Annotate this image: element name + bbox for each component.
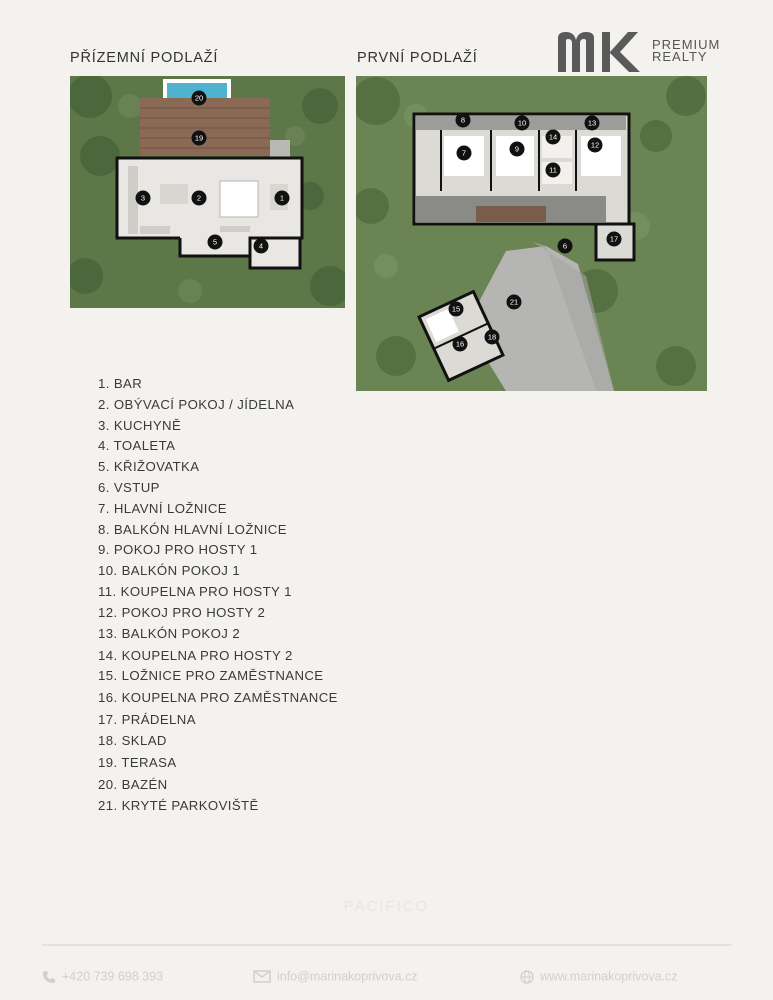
first-floor-plan [356, 76, 707, 391]
globe-icon [520, 970, 534, 984]
first-marker-21: 21 [507, 295, 522, 310]
phone-number: +420 739 698 393 [62, 969, 164, 984]
brand-wordmark [652, 39, 720, 63]
mk-logo-mark [556, 30, 644, 74]
legend-item: 12. POKOJ PRO HOSTY 2 [98, 604, 266, 620]
legend-item: 3. KUCHYNĚ [98, 417, 182, 433]
footer-divider [42, 944, 732, 946]
brand-line2: REALTY [652, 49, 708, 64]
website-url: www.marinakoprivova.cz [540, 969, 678, 984]
first-marker-10: 10 [515, 116, 530, 131]
ground-marker-1: 1 [275, 191, 290, 206]
legend-item: 14. KOUPELNA PRO HOSTY 2 [98, 648, 293, 664]
brand-logo [556, 30, 736, 76]
first-marker-15: 15 [449, 302, 464, 317]
legend-item: 6. VSTUP [98, 479, 160, 495]
legend-item: 9. POKOJ PRO HOSTY 1 [98, 542, 258, 558]
first-marker-17: 17 [607, 232, 622, 247]
first-marker-12: 12 [588, 138, 603, 153]
ground-floor-drawing [70, 76, 345, 308]
legend-item: 4. TOALETA [98, 438, 176, 454]
footer-website[interactable] [520, 966, 678, 986]
legend-item: 13. BALKÓN POKOJ 2 [98, 625, 241, 641]
first-floor-title: PRVNÍ PODLAŽÍ [357, 50, 478, 66]
legend-item: 20. BAZÉN [98, 776, 168, 792]
first-marker-9: 9 [510, 142, 525, 157]
legend-item: 19. TERASA [98, 754, 177, 770]
ground-marker-19: 19 [192, 131, 207, 146]
legend-item: 7. HLAVNÍ LOŽNICE [98, 500, 227, 516]
first-marker-6: 6 [558, 239, 573, 254]
legend-item: 18. SKLAD [98, 733, 167, 749]
email-address: info@marinakoprivova.cz [277, 969, 418, 984]
ground-floor-plan [70, 76, 345, 308]
first-marker-7: 7 [457, 146, 472, 161]
ground-marker-3: 3 [136, 191, 151, 206]
first-marker-13: 13 [585, 116, 600, 131]
legend-item: 11. KOUPELNA PRO HOSTY 1 [98, 583, 292, 599]
ground-marker-2: 2 [192, 191, 207, 206]
envelope-icon [253, 970, 271, 983]
phone-icon [42, 970, 56, 984]
legend-item: 2. OBÝVACÍ POKOJ / JÍDELNA [98, 396, 295, 412]
watermark: PACIFICO [343, 898, 430, 915]
legend-item: 10. BALKÓN POKOJ 1 [98, 563, 241, 579]
legend-item: 1. BAR [98, 376, 143, 391]
first-marker-11: 11 [546, 163, 561, 178]
room-legend [98, 374, 338, 817]
first-floor-drawing [356, 76, 707, 391]
first-marker-14: 14 [546, 130, 561, 145]
legend-item: 21. KRYTÉ PARKOVIŠTĚ [98, 798, 259, 814]
legend-item: 5. KŘIŽOVATKA [98, 459, 200, 475]
brand-line1: PREMIUM [652, 37, 721, 52]
legend-item: 16. KOUPELNA PRO ZAMĚSTNANCE [98, 690, 338, 706]
ground-floor-title: PŘÍZEMNÍ PODLAŽÍ [70, 50, 219, 66]
first-marker-18: 18 [485, 330, 500, 345]
legend-item: 15. LOŽNICE PRO ZAMĚSTNANCE [98, 668, 324, 684]
first-marker-8: 8 [456, 113, 471, 128]
footer-email[interactable] [253, 966, 418, 986]
footer-phone[interactable] [42, 966, 163, 986]
first-marker-16: 16 [453, 337, 468, 352]
ground-marker-5: 5 [208, 235, 223, 250]
legend-item: 8. BALKÓN HLAVNÍ LOŽNICE [98, 521, 287, 537]
legend-item: 17. PRÁDELNA [98, 711, 196, 727]
ground-marker-4: 4 [254, 239, 269, 254]
ground-marker-20: 20 [192, 91, 207, 106]
